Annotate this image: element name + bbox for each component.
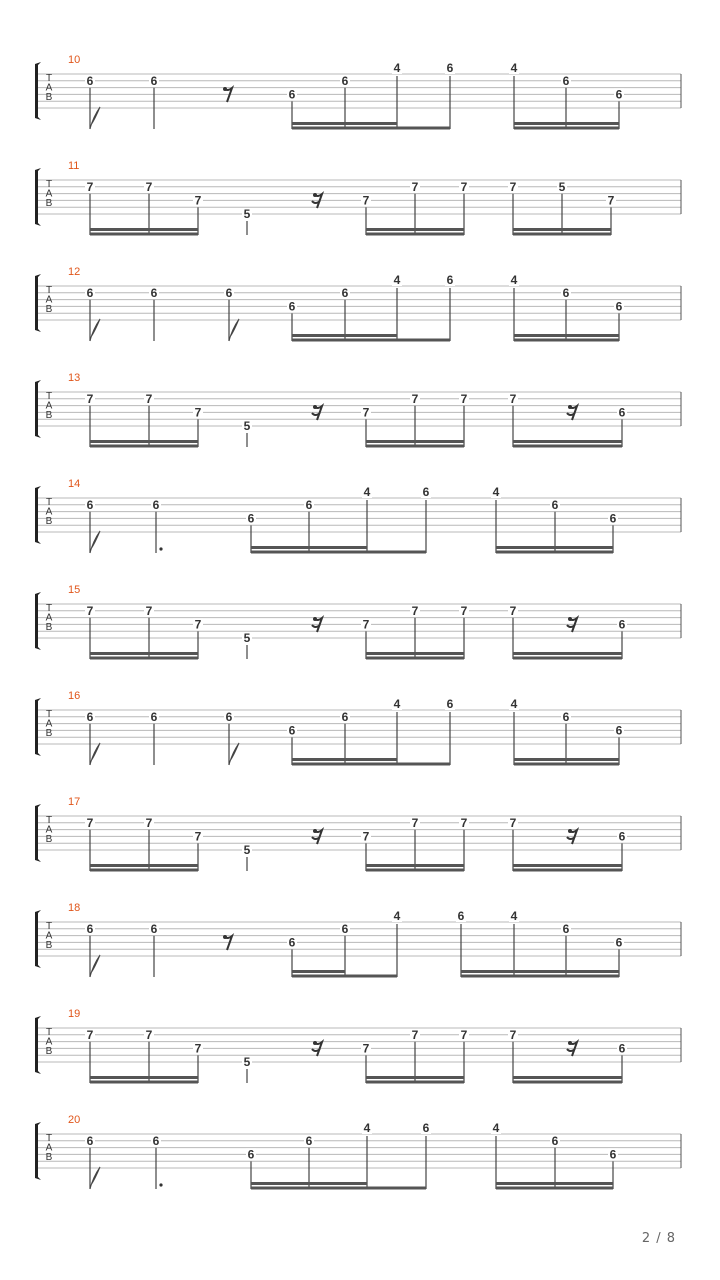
beam-primary <box>496 551 613 554</box>
fret-number: 6 <box>305 1133 313 1148</box>
tab-clef-letter: B <box>45 834 53 845</box>
fret-number: 4 <box>510 697 518 711</box>
beam-secondary <box>366 652 464 655</box>
fret-number: 7 <box>362 193 370 208</box>
tab-clef-letter: T <box>45 603 53 614</box>
tab-system <box>35 372 681 448</box>
beam-secondary <box>149 652 198 655</box>
beam-secondary <box>251 546 367 549</box>
tab-clef-letter: A <box>45 612 53 624</box>
fret-number: 7 <box>411 391 419 406</box>
fret-number: 6 <box>305 497 313 512</box>
fret-number: 5 <box>558 179 566 194</box>
beam-primary <box>292 975 397 978</box>
fret-number: 7 <box>411 1027 419 1042</box>
beam-primary <box>292 339 450 342</box>
system-bracket <box>35 1122 41 1180</box>
measure-number: 20 <box>68 1114 81 1126</box>
fret-number: 6 <box>86 709 94 724</box>
note-flag <box>90 1167 100 1189</box>
fret-number: 7 <box>194 193 202 208</box>
fret-number: 4 <box>510 273 518 287</box>
beam-primary <box>366 869 464 872</box>
beam-secondary <box>149 228 198 231</box>
beam-primary <box>366 445 464 448</box>
fret-number: 6 <box>422 1121 430 1135</box>
fret-number: 5 <box>243 207 251 221</box>
fret-number: 7 <box>509 1027 517 1042</box>
fret-number: 4 <box>363 485 371 499</box>
fret-number: 6 <box>341 73 349 88</box>
rest-dot <box>568 829 572 833</box>
tab-clef-letter: T <box>45 1027 53 1038</box>
tab-system <box>35 54 681 130</box>
tab-clef-letter: T <box>45 921 53 932</box>
measure-number: 19 <box>68 1008 81 1020</box>
fret-number: 7 <box>509 815 517 830</box>
fret-number: 7 <box>145 1027 153 1042</box>
beam-primary <box>90 1081 198 1084</box>
fret-number: 7 <box>509 391 517 406</box>
note-flag <box>90 107 100 129</box>
tab-clef-letter: T <box>45 709 53 720</box>
tab-system <box>35 796 681 872</box>
fret-number: 6 <box>562 73 570 88</box>
fret-number: 6 <box>341 709 349 724</box>
fret-number: 6 <box>551 1133 559 1148</box>
fret-number: 7 <box>194 617 202 632</box>
rest-dot <box>568 405 572 409</box>
beam-primary <box>90 233 198 236</box>
measure-number: 14 <box>68 478 81 490</box>
rest-dot <box>313 193 317 197</box>
fret-number: 6 <box>446 273 454 287</box>
rest-dot <box>568 1041 572 1045</box>
fret-number: 7 <box>145 179 153 194</box>
tab-clef-letter: B <box>45 516 53 527</box>
fret-number: 6 <box>288 299 296 314</box>
beam-primary <box>513 445 622 448</box>
fret-number: 7 <box>509 179 517 194</box>
tab-system <box>35 478 681 554</box>
fret-number: 7 <box>86 1027 94 1042</box>
tab-clef-letter: B <box>45 304 53 315</box>
tab-clef-letter: A <box>45 82 53 94</box>
beam-primary <box>513 233 611 236</box>
fret-number: 6 <box>422 485 430 499</box>
fret-number: 6 <box>615 87 623 102</box>
fret-number: 7 <box>145 815 153 830</box>
tab-clef-letter: T <box>45 179 53 190</box>
fret-number: 6 <box>446 61 454 75</box>
tab-system <box>35 690 681 766</box>
system-bracket <box>35 698 41 756</box>
fret-number: 7 <box>362 1041 370 1056</box>
beam-primary <box>251 1187 426 1190</box>
fret-number: 7 <box>362 405 370 420</box>
note-flag <box>90 319 100 341</box>
fret-number: 6 <box>609 1147 617 1162</box>
beam-secondary <box>292 970 345 973</box>
fret-number: 7 <box>194 829 202 844</box>
fret-number: 7 <box>460 179 468 194</box>
fret-number: 4 <box>393 697 401 711</box>
fret-number: 7 <box>411 603 419 618</box>
fret-number: 6 <box>618 829 626 844</box>
fret-number: 6 <box>551 497 559 512</box>
fret-number: 6 <box>86 73 94 88</box>
tab-clef-letter: A <box>45 930 53 942</box>
beam-secondary <box>461 970 619 973</box>
beam-secondary <box>149 1076 198 1079</box>
rest-dot <box>313 405 317 409</box>
fret-number: 6 <box>152 1133 160 1148</box>
system-bracket <box>35 168 41 226</box>
tab-clef-letter: B <box>45 1152 53 1163</box>
fret-number: 7 <box>362 829 370 844</box>
fret-number: 7 <box>145 603 153 618</box>
beam-primary <box>90 657 198 660</box>
beam-secondary <box>292 758 397 761</box>
fret-number: 7 <box>86 179 94 194</box>
fret-number: 6 <box>247 511 255 526</box>
tab-clef-letter: T <box>45 1133 53 1144</box>
beam-stub <box>616 652 622 655</box>
fret-number: 6 <box>615 723 623 738</box>
fret-number: 6 <box>225 709 233 724</box>
fret-number: 6 <box>618 1041 626 1056</box>
measure-number: 15 <box>68 584 81 596</box>
beam-secondary <box>513 652 622 655</box>
beam-primary <box>496 1187 613 1190</box>
system-bracket <box>35 804 41 862</box>
system-bracket <box>35 274 41 332</box>
tab-clef-letter: B <box>45 1046 53 1057</box>
measure-number: 10 <box>68 54 81 66</box>
tab-system <box>35 1114 681 1190</box>
fret-number: 5 <box>243 631 251 645</box>
tab-clef-letter: A <box>45 824 53 836</box>
beam-primary <box>513 1081 622 1084</box>
fret-number: 7 <box>460 603 468 618</box>
fret-number: 6 <box>618 405 626 420</box>
fret-number: 4 <box>510 61 518 75</box>
fret-number: 7 <box>411 815 419 830</box>
tab-clef-letter: B <box>45 940 53 951</box>
fret-number: 6 <box>562 285 570 300</box>
fret-number: 4 <box>510 909 518 923</box>
tab-clef-letter: A <box>45 188 53 200</box>
fret-number: 6 <box>150 709 158 724</box>
beam-secondary <box>514 334 619 337</box>
beam-primary <box>90 869 198 872</box>
tab-clef-letter: A <box>45 400 53 412</box>
tab-clef-letter: B <box>45 92 53 103</box>
rest-dot <box>223 87 227 91</box>
system-bracket <box>35 380 41 438</box>
fret-number: 6 <box>247 1147 255 1162</box>
fret-number: 6 <box>86 285 94 300</box>
beam-primary <box>366 233 464 236</box>
fret-number: 4 <box>393 273 401 287</box>
fret-number: 6 <box>150 73 158 88</box>
fret-number: 6 <box>615 299 623 314</box>
beam-stub <box>616 1076 622 1079</box>
fret-number: 6 <box>609 511 617 526</box>
fret-number: 7 <box>86 603 94 618</box>
note-flag <box>229 319 239 341</box>
rest-dot <box>568 617 572 621</box>
fret-number: 7 <box>86 391 94 406</box>
fret-number: 6 <box>225 285 233 300</box>
fret-number: 4 <box>393 909 401 923</box>
fret-number: 6 <box>562 921 570 936</box>
system-bracket <box>35 62 41 120</box>
tab-clef-letter: B <box>45 410 53 421</box>
beam-primary <box>292 763 450 766</box>
beam-secondary <box>513 440 622 443</box>
beam-stub <box>616 864 622 867</box>
fret-number: 6 <box>615 935 623 950</box>
fret-number: 6 <box>562 709 570 724</box>
beam-primary <box>251 551 426 554</box>
fret-number: 6 <box>152 497 160 512</box>
tab-clef-letter: T <box>45 815 53 826</box>
measure-number: 12 <box>68 266 81 278</box>
fret-number: 6 <box>288 87 296 102</box>
tab-clef-letter: A <box>45 506 53 518</box>
beam-secondary <box>366 440 464 443</box>
tab-clef-letter: B <box>45 198 53 209</box>
measure-number: 13 <box>68 372 81 384</box>
fret-number: 7 <box>460 1027 468 1042</box>
fret-number: 7 <box>607 193 615 208</box>
fret-number: 6 <box>150 285 158 300</box>
measure-number: 16 <box>68 690 81 702</box>
beam-stub <box>616 440 622 443</box>
beam-primary <box>90 445 198 448</box>
tab-system <box>35 902 681 978</box>
beam-primary <box>514 339 619 342</box>
rest-dot <box>223 935 227 939</box>
tab-system <box>35 584 681 660</box>
tab-system <box>35 266 681 342</box>
note-flag <box>90 743 100 765</box>
tab-clef-letter: A <box>45 294 53 306</box>
system-bracket <box>35 910 41 968</box>
fret-number: 6 <box>86 497 94 512</box>
beam-primary <box>513 869 622 872</box>
fret-number: 7 <box>145 391 153 406</box>
beam-primary <box>514 763 619 766</box>
fret-number: 7 <box>460 815 468 830</box>
beam-primary <box>513 657 622 660</box>
beam-primary <box>292 127 450 130</box>
rest-dot <box>313 617 317 621</box>
beam-secondary <box>292 334 397 337</box>
beam-primary <box>366 657 464 660</box>
system-bracket <box>35 592 41 650</box>
beam-secondary <box>514 758 619 761</box>
beam-secondary <box>292 122 397 125</box>
fret-number: 6 <box>446 697 454 711</box>
tab-system <box>35 1008 681 1084</box>
tab-clef-letter: T <box>45 497 53 508</box>
fret-number: 6 <box>618 617 626 632</box>
fret-number: 6 <box>288 935 296 950</box>
system-bracket <box>35 486 41 544</box>
fret-number: 5 <box>243 419 251 433</box>
beam-secondary <box>149 440 198 443</box>
rest-dot <box>313 1041 317 1045</box>
tab-clef-letter: A <box>45 718 53 730</box>
measure-number: 11 <box>68 160 80 172</box>
fret-number: 6 <box>86 921 94 936</box>
fret-number: 7 <box>194 1041 202 1056</box>
fret-number: 6 <box>288 723 296 738</box>
beam-secondary <box>251 1182 367 1185</box>
note-flag <box>90 531 100 553</box>
tab-clef-letter: T <box>45 73 53 84</box>
tab-clef-letter: T <box>45 285 53 296</box>
note-flag <box>229 743 239 765</box>
beam-secondary <box>513 228 562 231</box>
measure-number: 18 <box>68 902 81 914</box>
beam-secondary <box>514 122 619 125</box>
rest-dot <box>313 829 317 833</box>
beam-primary <box>514 127 619 130</box>
page-number: 2 / 8 <box>641 1231 676 1246</box>
beam-secondary <box>513 864 622 867</box>
fret-number: 7 <box>460 391 468 406</box>
measure-number: 17 <box>68 796 81 808</box>
fret-number: 6 <box>86 1133 94 1148</box>
beam-secondary <box>366 228 464 231</box>
rhythm-dot <box>159 1183 162 1186</box>
beam-secondary <box>366 864 464 867</box>
fret-number: 7 <box>362 617 370 632</box>
note-flag <box>90 955 100 977</box>
fret-number: 6 <box>341 921 349 936</box>
beam-secondary <box>149 864 198 867</box>
fret-number: 5 <box>243 843 251 857</box>
beam-secondary <box>496 546 613 549</box>
beam-primary <box>366 1081 464 1084</box>
fret-number: 7 <box>411 179 419 194</box>
fret-number: 6 <box>457 909 465 923</box>
fret-number: 7 <box>86 815 94 830</box>
tab-clef-letter: A <box>45 1142 53 1154</box>
fret-number: 7 <box>509 603 517 618</box>
fret-number: 4 <box>363 1121 371 1135</box>
tab-clef-letter: T <box>45 391 53 402</box>
tab-clef-letter: B <box>45 728 53 739</box>
system-bracket <box>35 1016 41 1074</box>
tab-clef-letter: A <box>45 1036 53 1048</box>
beam-secondary <box>513 1076 622 1079</box>
fret-number: 5 <box>243 1055 251 1069</box>
rhythm-dot <box>159 547 162 550</box>
fret-number: 7 <box>194 405 202 420</box>
fret-number: 6 <box>150 921 158 936</box>
fret-number: 6 <box>341 285 349 300</box>
beam-primary <box>461 975 619 978</box>
tab-system <box>35 160 681 236</box>
fret-number: 4 <box>393 61 401 75</box>
fret-number: 4 <box>492 485 500 499</box>
beam-secondary <box>366 1076 464 1079</box>
fret-number: 4 <box>492 1121 500 1135</box>
tab-clef-letter: B <box>45 622 53 633</box>
beam-secondary <box>496 1182 613 1185</box>
